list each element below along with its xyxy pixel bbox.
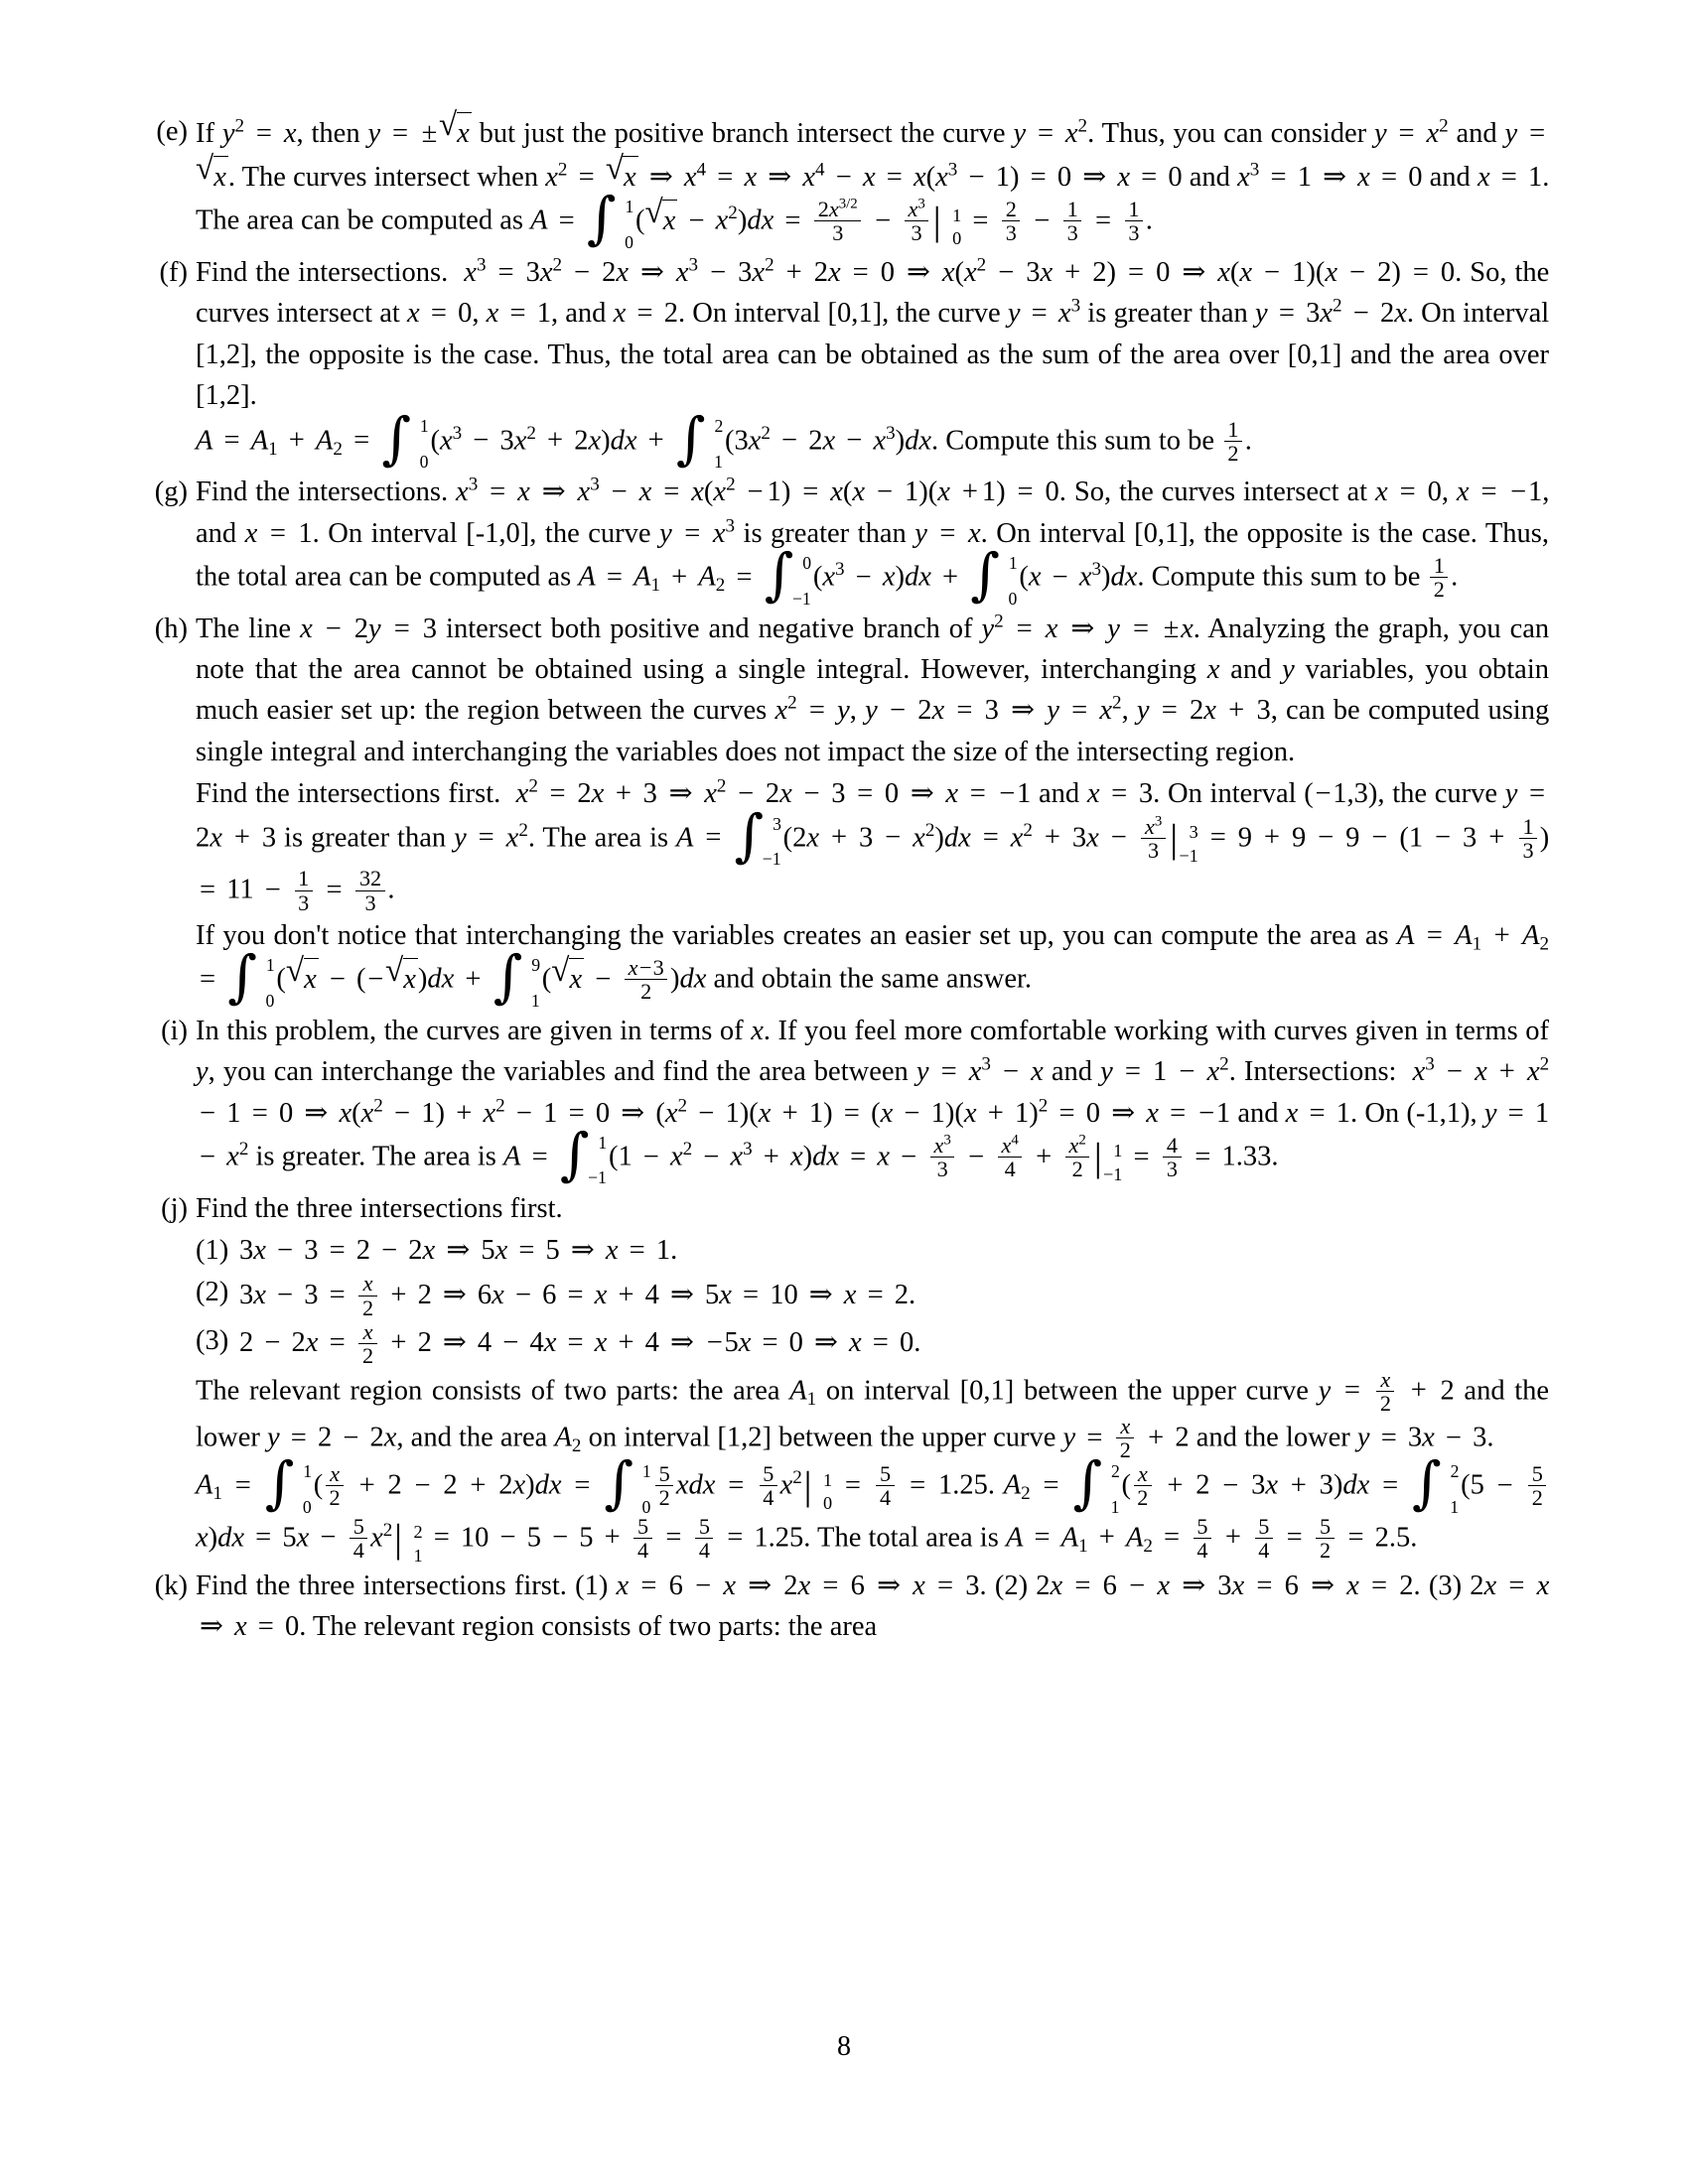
item-h-body-1: The line x − 2y = 3 intersect both positive and negative branch of $y^2 = x$ ⇒ y = ±x. Analyzing the graph, you can note that the area cannot be obtained using a single integral. However, interchanging x and y variables, you obtain much easier set up: the region between the curves $x^2 = y$, y − 2x = 3 ⇒ $y = x^2$, y = 2x + 3, can be computed using single integral and interchanging the variables does not impact the size of the intersecting region. [196,611,1550,767]
item-j-intro: Find the three intersections first. [196,1192,563,1224]
item-marker-j: (j) [161,1192,188,1224]
item-marker-h: (h) [154,613,188,644]
list-item-k [144,1566,1549,1648]
item-e-body: If $y^2 = x$, then y = ± √ x but just the positive branch intersect the curve $y = x^2$. Thus, you can consider $y = x^2$ and y = √ x. The curves intersect when $x^2$ = √ x ⇒ $x^4 = x$ ⇒ $x^4 - x = x(x^3 - 1) = 0$ ⇒ x = 0 and $x^3 = 1$ ⇒ x = 0 and x = 1. The area can be computed as A = ∫ 1 0 ( √ $x - x^2)dx$ = $\frac{2x^{3/2}}{3}$ − $\frac{x^3}{3}$ | 1 0 = $\frac{2}{3}$ − $\frac{1}{3}$ = $\frac{1}{3}$ . [196,107,1550,252]
item-marker-k: (k) [154,1570,188,1602]
item-j-subline-3 [196,1320,1549,1367]
item-f-body: Find the intersections. $x^3 = 3x^2 - 2x$ ⇒ $x^3 - 3x^2 + 2x = 0$ ⇒ $x(x^2 - 3x + 2) = 0$ ⇒ x(x − 1)(x − 2) = 0. So, the curves intersect at x = 0, x = 1, and x = 2. On interval [0,1], the curve $y = x^3$ is greater than $y = 3x^2 - 2x$. On interval [1,2], the opposite is the case. Thus, the total area can be obtained as the sum of the area over [0,1] and the area over [1,2]. [196,254,1550,412]
subline-marker-3: (3) [196,1324,229,1356]
item-f-formula: $A = A_1 + A_2$ = ∫ 1 0 $(x^3 - 3x^2 + 2x)dx$ + ∫ 2 1 $(3x^2 - 2x - x^3)dx$. Compute this sum to be $\frac{1}{2}$ . [196,405,1252,473]
item-marker-f: (f) [159,256,188,288]
list-item-e [144,107,1550,252]
item-marker-e: (e) [156,116,188,147]
subline-marker-1: (1) [196,1235,229,1266]
list-item-j [144,1188,1549,1564]
subline-2-math: 3x − 3 = $\frac{x}{2}$ + 2 ⇒ 6x − 6 = x + 4 ⇒ 5x = 10 ⇒ x = 2. [239,1271,916,1320]
item-j-subline-1 [196,1230,1549,1271]
item-i-body: In this problem, the curves are given in terms of x. If you feel more comfortable working with curves given in terms of y, you can interchange the variables and find the area between $y = x^3 - x$ and $y = 1 - x^2$. Intersections: $x^3 - x + x^2 - 1 = 0$ ⇒ $x(x^2 - 1) + x^2 - 1 = 0$ ⇒ $(x^2 - 1)(x + 1) = (x - 1)(x + 1)^2 = 0$ ⇒ x = −1 and x = 1. On (-1,1), $y = 1 - x^2$ is greater. The area is A = ∫ 1 −1 $(1 - x^2 - x^3 + x)dx = x$ − $\frac{x^3}{3}$ − $\frac{x^4}{4}$ + $\frac{x^2}{2}$ | 1 −1 = $\frac{4}{3}$ = 1.33. [196,1015,1550,1188]
list-item-h [144,609,1549,1009]
item-g-body: Find the intersections. $x^3 = x$ ⇒ $x^3 - x = x(x^2 - 1) = x(x - 1)(x + 1) = 0$. So, the curves intersect at x = 0, x = −1, and x = 1. On interval [-1,0], the curve $y = x^3$ is greater than y = x. On interval [0,1], the opposite is the case. Thus, the total area can be computed as $A = A_1 + A_2$ = ∫ 0 −1 $(x^3 - x)dx$ + ∫ 1 0 $(x - x^3)dx$. Compute this sum to be $\frac{1}{2}$ . [196,474,1550,609]
page-content [144,107,1550,1648]
item-marker-i: (i) [161,1015,188,1046]
subline-1-math: 3x − 3 = 2 − 2x ⇒ 5x = 5 ⇒ x = 1. [239,1235,678,1266]
list-item-g [144,472,1550,609]
item-j-subline-2 [196,1272,1549,1318]
subline-marker-2: (2) [196,1277,229,1308]
item-j-computation: $A_1$ = ∫ 1 0 ( $\frac{x}{2}$ + 2 − 2 + 2x)dx = ∫ 1 0 $\frac{5}{2}$ xdx = $\frac{5}{4}$ $x^2|$ 1 0 = $\frac{5}{4}$ = 1.25. $A_2$ = ∫ 2 1 ( $\frac{x}{2}$ + 2 − 3x + 3)dx = ∫ 2 1 (5 − $\frac{5}{2}$ x)dx = 5x − $\frac{5}{4}$ $x^2|$ 2 1 = 10 − 5 − 5 + $\frac{5}{4}$ = $\frac{5}{4}$ = 1.25. The total area is $A = A_1 + A_2$ = $\frac{5}{4}$ + $\frac{5}{4}$ = $\frac{5}{2}$ = 2.5. [196,1462,1549,1564]
list-item-f [144,252,1550,473]
list-item-i [144,1011,1549,1186]
item-h-body-2: Find the intersections first. $x^2 = 2x + 3$ ⇒ $x^2 - 2x - 3 = 0$ ⇒ x = −1 and x = 3. On interval (−1,3), the curve y = 2x + 3 is greater than $y = x^2$. The area is A = ∫ 3 −1 $(2x + 3 - x^2)dx = x^2 + 3x$ − $\frac{x^3}{3}$ | 3 −1 = 9 + 9 − 9 − (1 − 3 + $\frac{1}{3}$ ) = 11 − $\frac{1}{3}$ = $\frac{32}{3}$ . [196,775,1550,915]
solutions-list [144,107,1550,1648]
item-h-body-3: If you don't notice that interchanging the variables creates an easier set up, you can compute the area as $A = A_1 + A_2$ = ∫ 1 0 ( √ x − (− √ x)dx + ∫ 9 1 ( √ x − $\frac{x-3}{2}$ )dx and obtain the same answer. [196,919,1550,1011]
page-number: 8 [837,2031,851,2062]
item-marker-g: (g) [154,477,188,508]
item-k-body: Find the three intersections first. (1) x = 6 − x ⇒ 2x = 6 ⇒ x = 3. (2) 2x = 6 − x ⇒ 3x = 6 ⇒ x = 2. (3) 2x = x ⇒ x = 0. The relevant region consists of two parts: the area [196,1570,1550,1643]
subline-3-math: 2 − 2x = $\frac{x}{2}$ + 2 ⇒ 4 − 4x = x + 4 ⇒ −5x = 0 ⇒ x = 0. [239,1318,921,1368]
item-j-region: The relevant region consists of two parts: the area $A_1$ on interval [0,1] between the upper curve y = $\frac{x}{2}$ + 2 and the lower y = 2 − 2x, and the area $A_2$ on interval [1,2] between the upper curve y = $\frac{x}{2}$ + 2 and the lower y = 3x − 3. [196,1366,1550,1463]
